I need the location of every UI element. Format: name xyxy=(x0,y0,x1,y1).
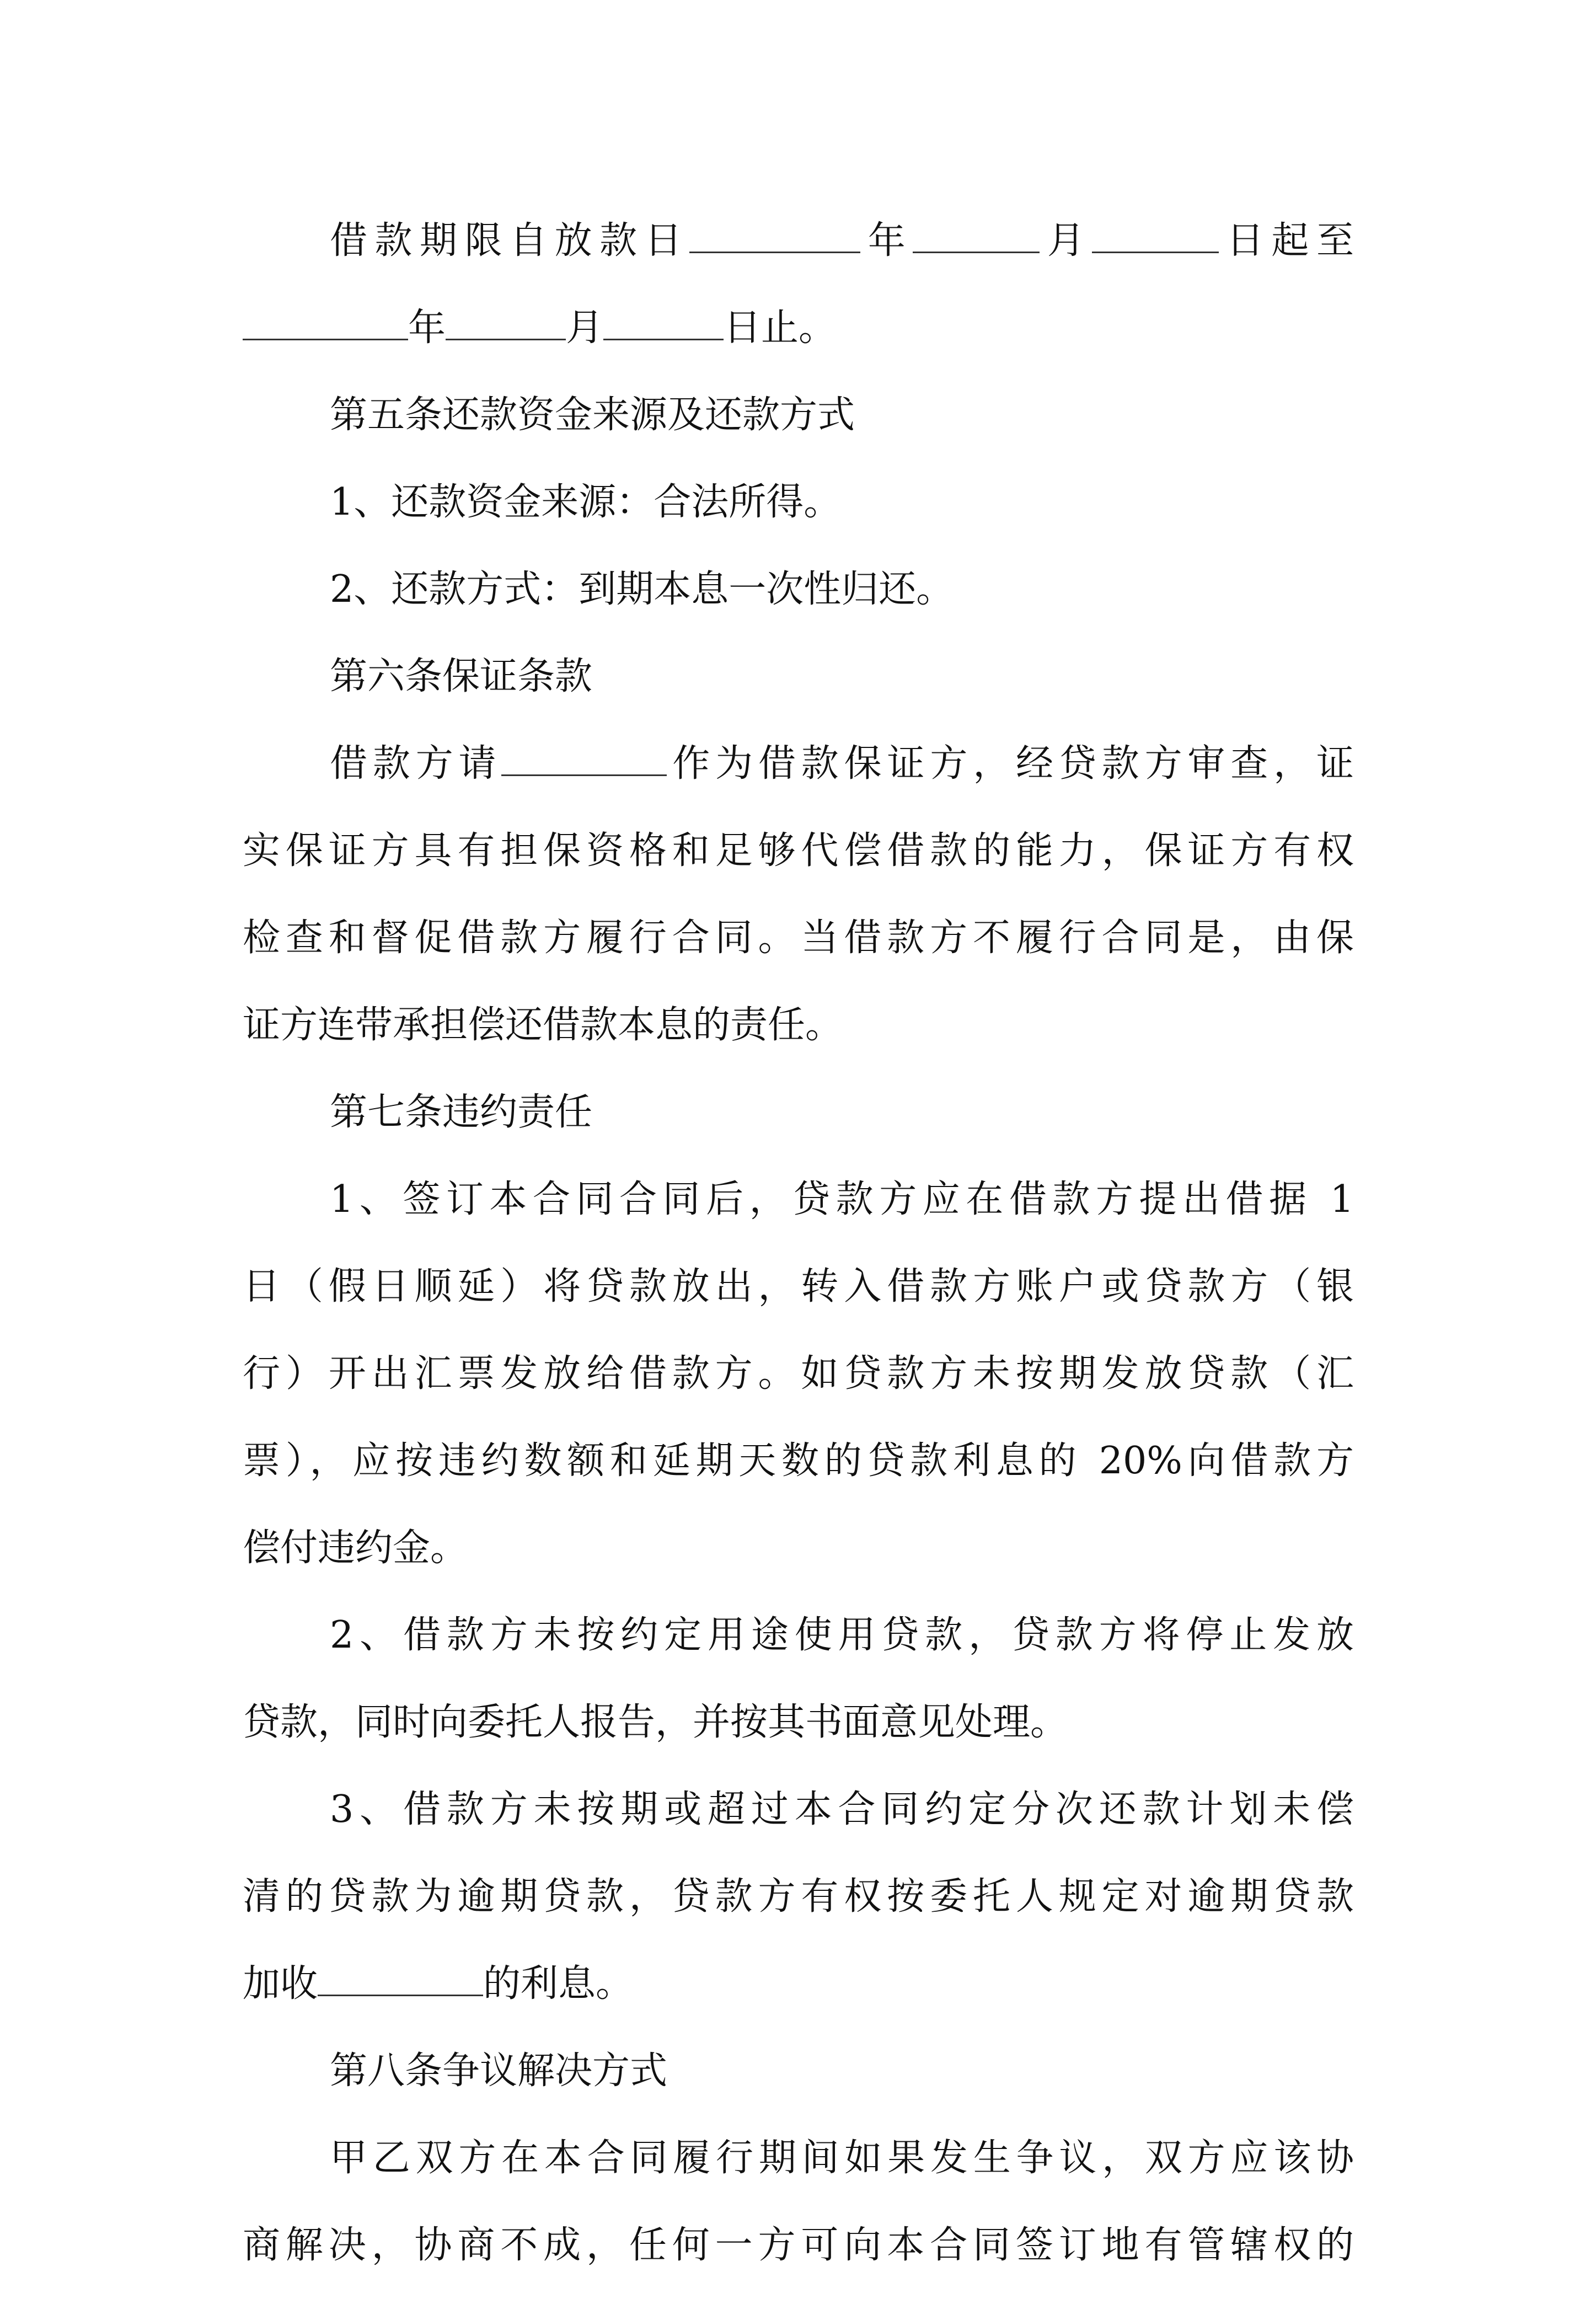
blank-end-month[interactable] xyxy=(446,306,566,340)
loan-term-prefix: 借款期限自放款日 xyxy=(330,219,690,263)
article7-item3-line2: 清的贷款为逾期贷款，贷款方有权按委托人规定对逾期贷款 xyxy=(243,1875,1354,1918)
article7-item1-line5: 偿付违约金。 xyxy=(243,1526,468,1570)
blank-start-day[interactable] xyxy=(1092,218,1219,253)
article6-heading: 第六条保证条款 xyxy=(330,655,593,698)
blank-start-year[interactable] xyxy=(689,218,860,253)
blank-start-month[interactable] xyxy=(913,218,1040,253)
article6-line2: 实保证方具有担保资格和足够代偿借款的能力，保证方有权 xyxy=(243,829,1354,873)
article6-line4: 证方连带承担偿还借款本息的责任。 xyxy=(243,1003,843,1047)
article7-item1-line2: 日（假日顺延）将贷款放出，转入借款方账户或贷款方（银 xyxy=(243,1265,1354,1308)
document-body xyxy=(243,212,1354,2304)
loan-term-day-end: 日止。 xyxy=(724,306,837,350)
article6-line1-b: 作为借款保证方，经贷款方审查，证 xyxy=(667,742,1354,785)
article8-line2: 商解决，协商不成，任何一方可向本合同签订地有管辖权的 xyxy=(243,2223,1354,2267)
article7-item1-line1: 1、签订本合同合同后，贷款方应在借款方提出借据 1 xyxy=(330,1178,1354,1221)
blank-guarantor[interactable] xyxy=(501,741,667,776)
article7-item3-line3 xyxy=(243,1955,1354,2043)
loan-term-year-label: 年 xyxy=(860,219,913,263)
loan-term-line-2 xyxy=(243,300,1354,387)
article7-item2-line2: 贷款，同时向委托人报告，并按其书面意见处理。 xyxy=(243,1701,1068,1744)
loan-term-month-label: 月 xyxy=(1040,219,1092,263)
loan-term-line-1 xyxy=(243,212,1354,300)
article7-item3-line3-a: 加收 xyxy=(243,1962,318,2006)
article7-heading: 第七条违约责任 xyxy=(330,1090,593,1134)
loan-term-day-start: 日起至 xyxy=(1219,219,1354,263)
blank-overdue-interest[interactable] xyxy=(318,1961,483,1996)
article5-item1: 1、还款资金来源：合法所得。 xyxy=(330,480,842,524)
article6-line1-a: 借款方请 xyxy=(330,742,502,785)
article7-item2-line1: 2、借款方未按约定用途使用贷款，贷款方将停止发放 xyxy=(330,1613,1354,1657)
article7-item1-line4: 票），应按违约数额和延期天数的贷款利息的 20%向借款方 xyxy=(243,1439,1354,1483)
article7-item3-line1: 3、借款方未按期或超过本合同约定分次还款计划未偿 xyxy=(330,1788,1354,1831)
article5-item2: 2、还款方式：到期本息一次性归还。 xyxy=(330,568,954,611)
article7-item1-line3: 行）开出汇票发放给借款方。如贷款方未按期发放贷款（汇 xyxy=(243,1352,1354,1396)
article7-item3-line3-b: 的利息。 xyxy=(483,1962,634,2006)
loan-term-year-label-2: 年 xyxy=(408,306,446,350)
blank-end-day[interactable] xyxy=(603,306,724,340)
article8-heading: 第八条争议解决方式 xyxy=(330,2049,668,2093)
article6-line3: 检查和督促借款方履行合同。当借款方不履行合同是，由保 xyxy=(243,916,1354,960)
article6-line1 xyxy=(243,735,1354,822)
loan-term-month-label-2: 月 xyxy=(566,306,604,350)
article5-heading: 第五条还款资金来源及还款方式 xyxy=(330,393,855,437)
article8-line1: 甲乙双方在本合同履行期间如果发生争议，双方应该协 xyxy=(330,2136,1354,2180)
blank-end-year[interactable] xyxy=(243,306,408,340)
